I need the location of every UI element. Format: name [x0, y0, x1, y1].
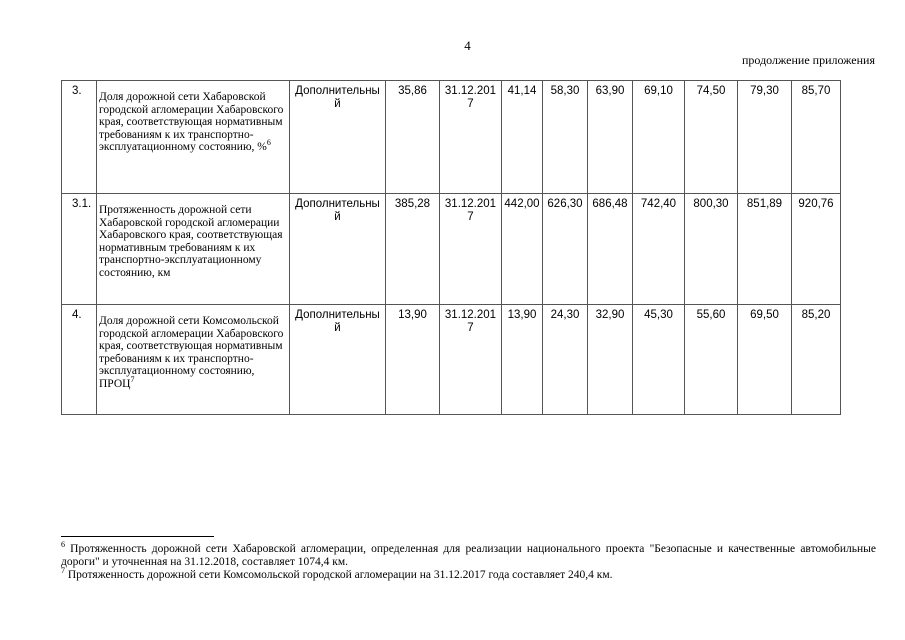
table-row	[62, 194, 891, 305]
row-number: 3.	[62, 81, 97, 194]
value-cell: 32,90	[588, 305, 633, 415]
value-cell: 41,14	[502, 81, 543, 194]
value-cell: 686,48	[588, 194, 633, 305]
indicators-table	[61, 80, 891, 415]
value-cell: 920,76	[792, 194, 841, 305]
value-cell: 69,50	[738, 305, 792, 415]
value-cell: 85,70	[792, 81, 841, 194]
footnote-mark: 6	[61, 540, 65, 550]
footnote	[61, 566, 876, 582]
value-cell: 79,30	[738, 81, 792, 194]
value-cell: 442,00	[502, 194, 543, 305]
base-value: 13,90	[386, 305, 440, 415]
base-value: 35,86	[386, 81, 440, 194]
value-cell: 69,10	[633, 81, 685, 194]
indicator-kind: Дополнительный	[290, 81, 386, 194]
value-cell: 55,60	[685, 305, 738, 415]
base-value: 385,28	[386, 194, 440, 305]
footnote-text: Протяженность дорожной сети Хабаровской агломерации, определенная для реализации национального проекта "Безопасные и качественные автомобильные дороги" и уточненная на 31.12.2018, составляет 1074,4 км.	[61, 543, 876, 568]
row-number: 3.1.	[62, 194, 97, 305]
footnote-text: Протяженность дорожной сети Комсомольской городской агломерации на 31.12.2017 года составляет 240,4 км.	[65, 569, 613, 581]
base-date: 31.12.2017	[440, 305, 502, 415]
table-row	[62, 305, 891, 415]
footnote-separator	[61, 536, 214, 537]
value-cell: 742,40	[633, 194, 685, 305]
footnote	[61, 540, 876, 569]
value-cell: 45,30	[633, 305, 685, 415]
indicator-kind: Дополнительный	[290, 194, 386, 305]
indicator-kind: Дополнительный	[290, 305, 386, 415]
value-cell: 85,20	[792, 305, 841, 415]
value-cell: 851,89	[738, 194, 792, 305]
footnotes	[61, 540, 876, 582]
value-cell: 74,50	[685, 81, 738, 194]
indicator-name-text: Протяженность дорожной сети Хабаровской городской агломерации Хабаровского края, соответствующая нормативным требованиям к их транспортно-эксплуатационному состоянию, км	[99, 204, 283, 279]
value-cell: 13,90	[502, 305, 543, 415]
value-cell: 63,90	[588, 81, 633, 194]
value-cell: 24,30	[543, 305, 588, 415]
indicator-name-text: Доля дорожной сети Хабаровской городской агломерации Хабаровского края, соответствующая нормативным требованиям к их транспортно-эксплуатационному состоянию, %	[99, 91, 284, 153]
continuation-label: продолжение приложения	[742, 53, 875, 67]
indicator-name-text: Доля дорожной сети Комсомольской городской агломерации Хабаровского края, соответствующая нормативным требованиям к их транспортно-эксплуатационному состоянию, ПРОЦ	[99, 315, 284, 390]
indicator-name	[97, 81, 290, 194]
indicator-name	[97, 194, 290, 305]
value-cell: 626,30	[543, 194, 588, 305]
value-cell: 800,30	[685, 194, 738, 305]
indicator-name	[97, 305, 290, 415]
base-date: 31.12.2017	[440, 194, 502, 305]
footnote-mark: 7	[61, 566, 65, 576]
footnote-ref: 7	[130, 374, 135, 384]
page-number: 4	[464, 38, 471, 53]
base-date: 31.12.2017	[440, 81, 502, 194]
row-number: 4.	[62, 305, 97, 415]
footnote-ref: 6	[266, 138, 271, 148]
table-row	[62, 81, 891, 194]
value-cell: 58,30	[543, 81, 588, 194]
